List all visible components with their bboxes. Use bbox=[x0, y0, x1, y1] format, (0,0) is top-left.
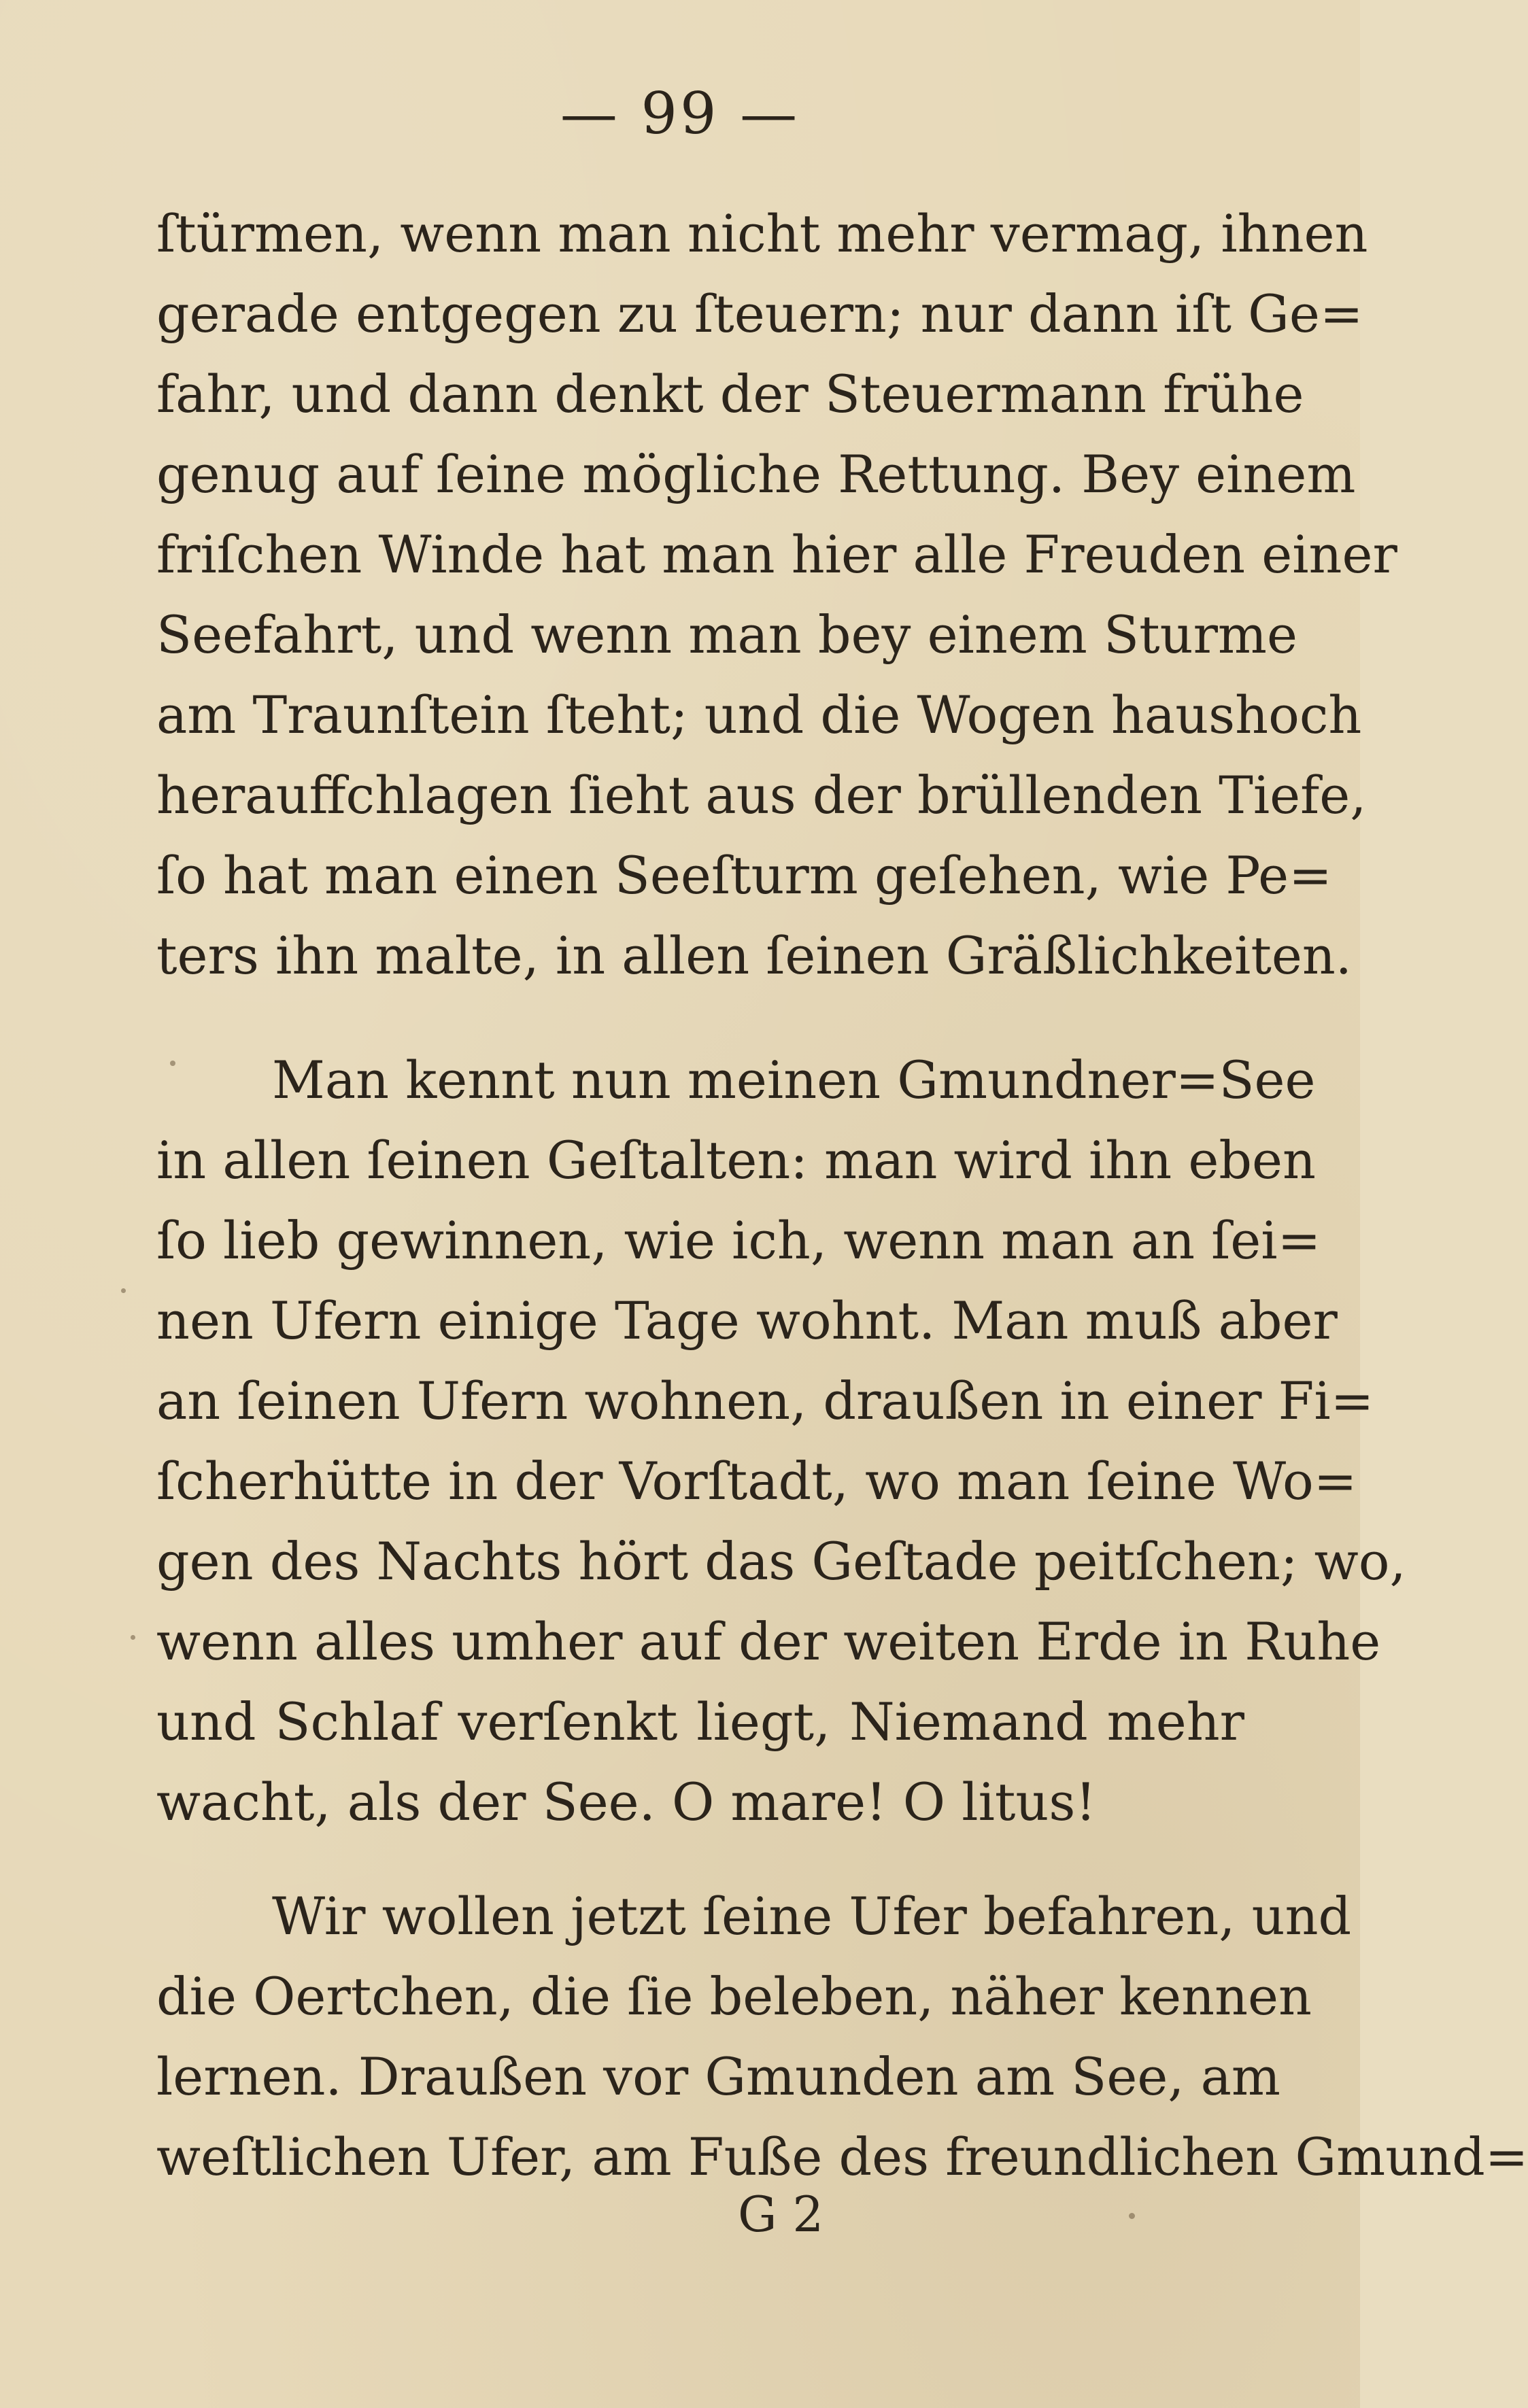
text-line: an ſeinen Ufern wohnen, draußen in einer Fi= bbox=[156, 1371, 1374, 1431]
text-line: ſo lieb gewinnen, wie ich, wenn man an ſei= bbox=[156, 1210, 1321, 1271]
text-line: lernen. Draußen vor Gmunden am See, am bbox=[156, 2046, 1280, 2107]
text-block bbox=[156, 0, 1528, 2408]
text-line: friſchen Winde hat man hier alle Freuden einer bbox=[156, 524, 1397, 585]
text-line: ſo hat man einen Seeſturm geſehen, wie Pe= bbox=[156, 845, 1332, 906]
text-line: und Schlaf verſenkt liegt, Niemand mehr bbox=[156, 1691, 1244, 1752]
text-line: gerade entgegen zu ſteuern; nur dann iſt Ge= bbox=[156, 283, 1363, 344]
text-line: Seefahrt, und wenn man bey einem Sturme bbox=[156, 604, 1297, 665]
text-line: ters ihn malte, in allen ſeinen Gräßlichkeiten. bbox=[156, 925, 1352, 986]
text-line: wacht, als der See. O mare! O litus! bbox=[156, 1772, 1096, 1832]
paper-speck bbox=[121, 1288, 126, 1293]
page-number-header: — 99 — bbox=[560, 80, 800, 147]
text-line: Wir wollen jetzt ſeine Ufer befahren, und bbox=[272, 1886, 1352, 1946]
text-line: ſcherhütte in der Vorſtadt, wo man ſeine Wo= bbox=[156, 1451, 1357, 1511]
text-line: in allen ſeinen Geſtalten: man wird ihn eben bbox=[156, 1130, 1316, 1190]
text-line: fahr, und dann denkt der Steuermann frühe bbox=[156, 364, 1304, 424]
paper-speck bbox=[1129, 2213, 1135, 2219]
text-line: Man kennt nun meinen Gmundner=See bbox=[272, 1050, 1316, 1110]
text-line: nen Ufern einige Tage wohnt. Man muß aber bbox=[156, 1290, 1338, 1351]
paper-speck bbox=[131, 1635, 135, 1640]
text-line: weſtlichen Ufer, am Fuße des freundlichen Gmund= bbox=[156, 2127, 1528, 2187]
text-line: wenn alles umher auf der weiten Erde in Ruhe bbox=[156, 1611, 1381, 1672]
text-line: genug auf ſeine mögliche Rettung. Bey einem bbox=[156, 444, 1356, 504]
text-line: herauffchlagen ſieht aus der brüllenden Tiefe, bbox=[156, 765, 1367, 825]
text-line: gen des Nachts hört das Geſtade peitſchen; wo, bbox=[156, 1531, 1406, 1592]
text-line: am Traunſtein ſteht; und die Wogen haushoch bbox=[156, 685, 1362, 745]
signature-mark: G 2 bbox=[738, 2186, 824, 2243]
text-line: ſtürmen, wenn man nicht mehr vermag, ihnen bbox=[156, 203, 1368, 264]
text-line: die Oertchen, die ſie beleben, näher kennen bbox=[156, 1966, 1312, 2027]
paper-speck bbox=[170, 1061, 175, 1066]
